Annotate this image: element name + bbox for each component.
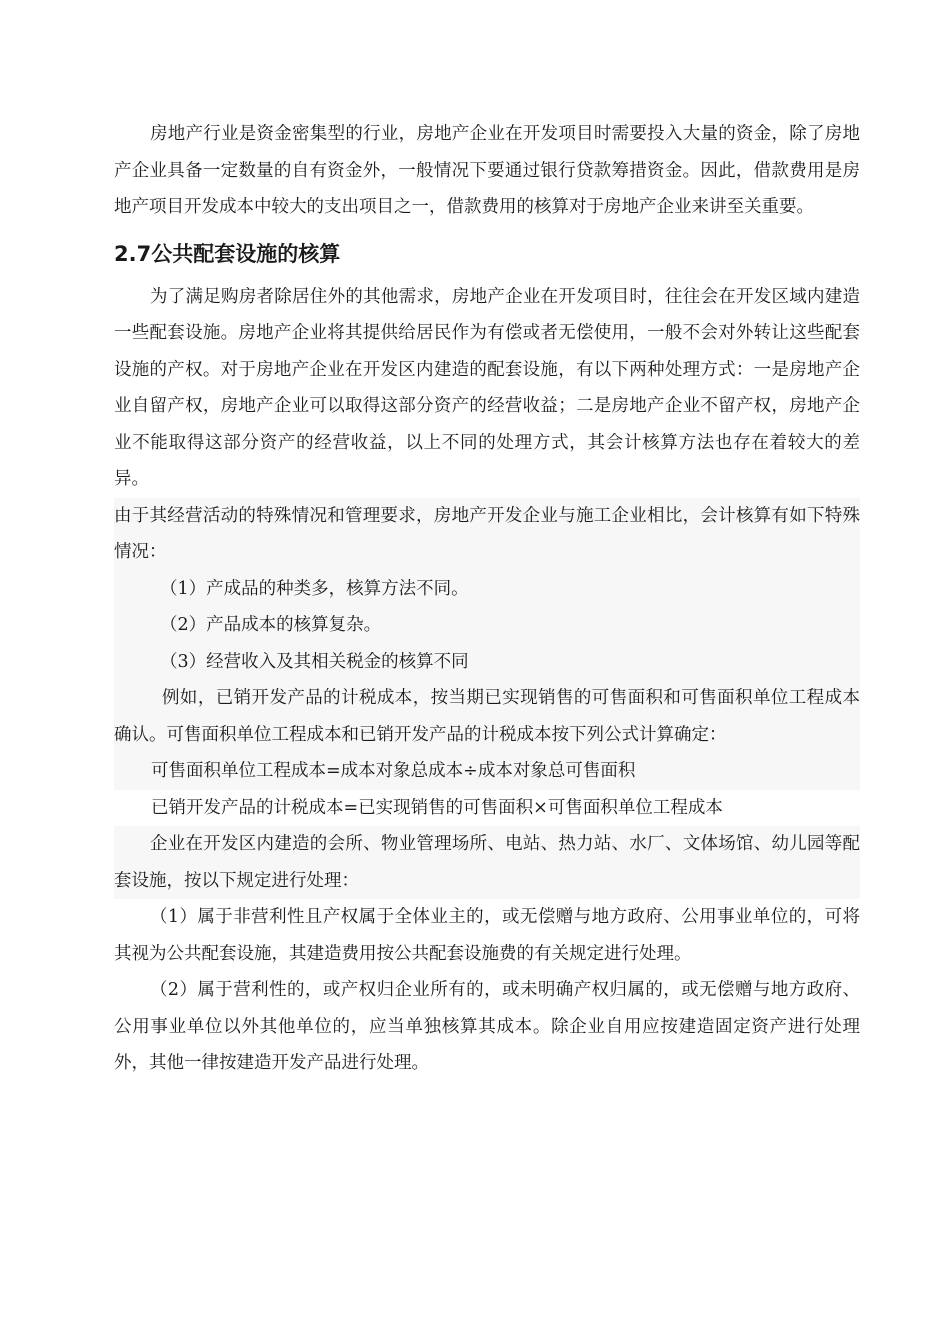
- rule-item-2: （2）属于营利性的，或产权归企业所有的，或未明确产权归属的，或无偿赠与地方政府、公用事业单位以外其他单位的，应当单独核算其成本。除企业自用应按建造固定资产进行处理外，其他一律按建造开发产品进行处理。: [114, 980, 860, 1073]
- paragraph-example: 例如，已销开发产品的计税成本，按当期已实现销售的可售面积和可售面积单位工程成本确认。可售面积单位工程成本和已销开发产品的计税成本按下列公式计算确定：: [114, 680, 860, 753]
- paragraph-borrowing-costs: 房地产行业是资金密集型的行业，房地产企业在开发项目时需要投入大量的资金，除了房地产企业具备一定数量的自有资金外，一般情况下要通过银行贷款筹措资金。因此，借款费用是房地产项目开发成本中较大的支出项目之一，借款费用的核算对于房地产企业来讲至关重要。: [114, 124, 860, 217]
- formula-unit-cost: 可售面积单位工程成本=成本对象总成本÷成本对象总可售面积: [114, 753, 860, 790]
- paragraph-special-situations: 由于其经营活动的特殊情况和管理要求，房地产开发企业与施工企业相比，会计核算有如下特殊情况：: [114, 498, 860, 571]
- list-item-3: （3）经营收入及其相关税金的核算不同: [114, 644, 860, 681]
- formula-taxable-cost: 已销开发产品的计税成本=已实现销售的可售面积×可售面积单位工程成本: [151, 797, 723, 818]
- rule-item-1: （1）属于非营利性且产权属于全体业主的，或无偿赠与地方政府、公用事业单位的，可将其视为公共配套设施，其建造费用按公共配套设施费的有关规定进行处理。: [114, 907, 860, 964]
- section-heading: 2.7公共配套设施的核算: [114, 241, 341, 266]
- list-item-2: （2）产品成本的核算复杂。: [114, 607, 860, 644]
- list-item-1: （1）产成品的种类多，核算方法不同。: [114, 571, 860, 608]
- document-page: [114, 116, 860, 1082]
- paragraph-facilities-rules: 企业在开发区内建造的会所、物业管理场所、电站、热力站、水厂、文体场馆、幼儿园等配套设施，按以下规定进行处理：: [114, 826, 860, 899]
- paragraph-public-facilities: 为了满足购房者除居住外的其他需求，房地产企业在开发项目时，往往会在开发区域内建造一些配套设施。房地产企业将其提供给居民作为有偿或者无偿使用，一般不会对外转让这些配套设施的产权。对于房地产企业在开发区内建造的配套设施，有以下两种处理方式：一是房地产企业自留产权，房地产企业可以取得这部分资产的经营收益；二是房地产企业不留产权，房地产企业不能取得这部分资产的经营收益，以上不同的处理方式，其会计核算方法也存在着较大的差异。: [114, 286, 860, 489]
